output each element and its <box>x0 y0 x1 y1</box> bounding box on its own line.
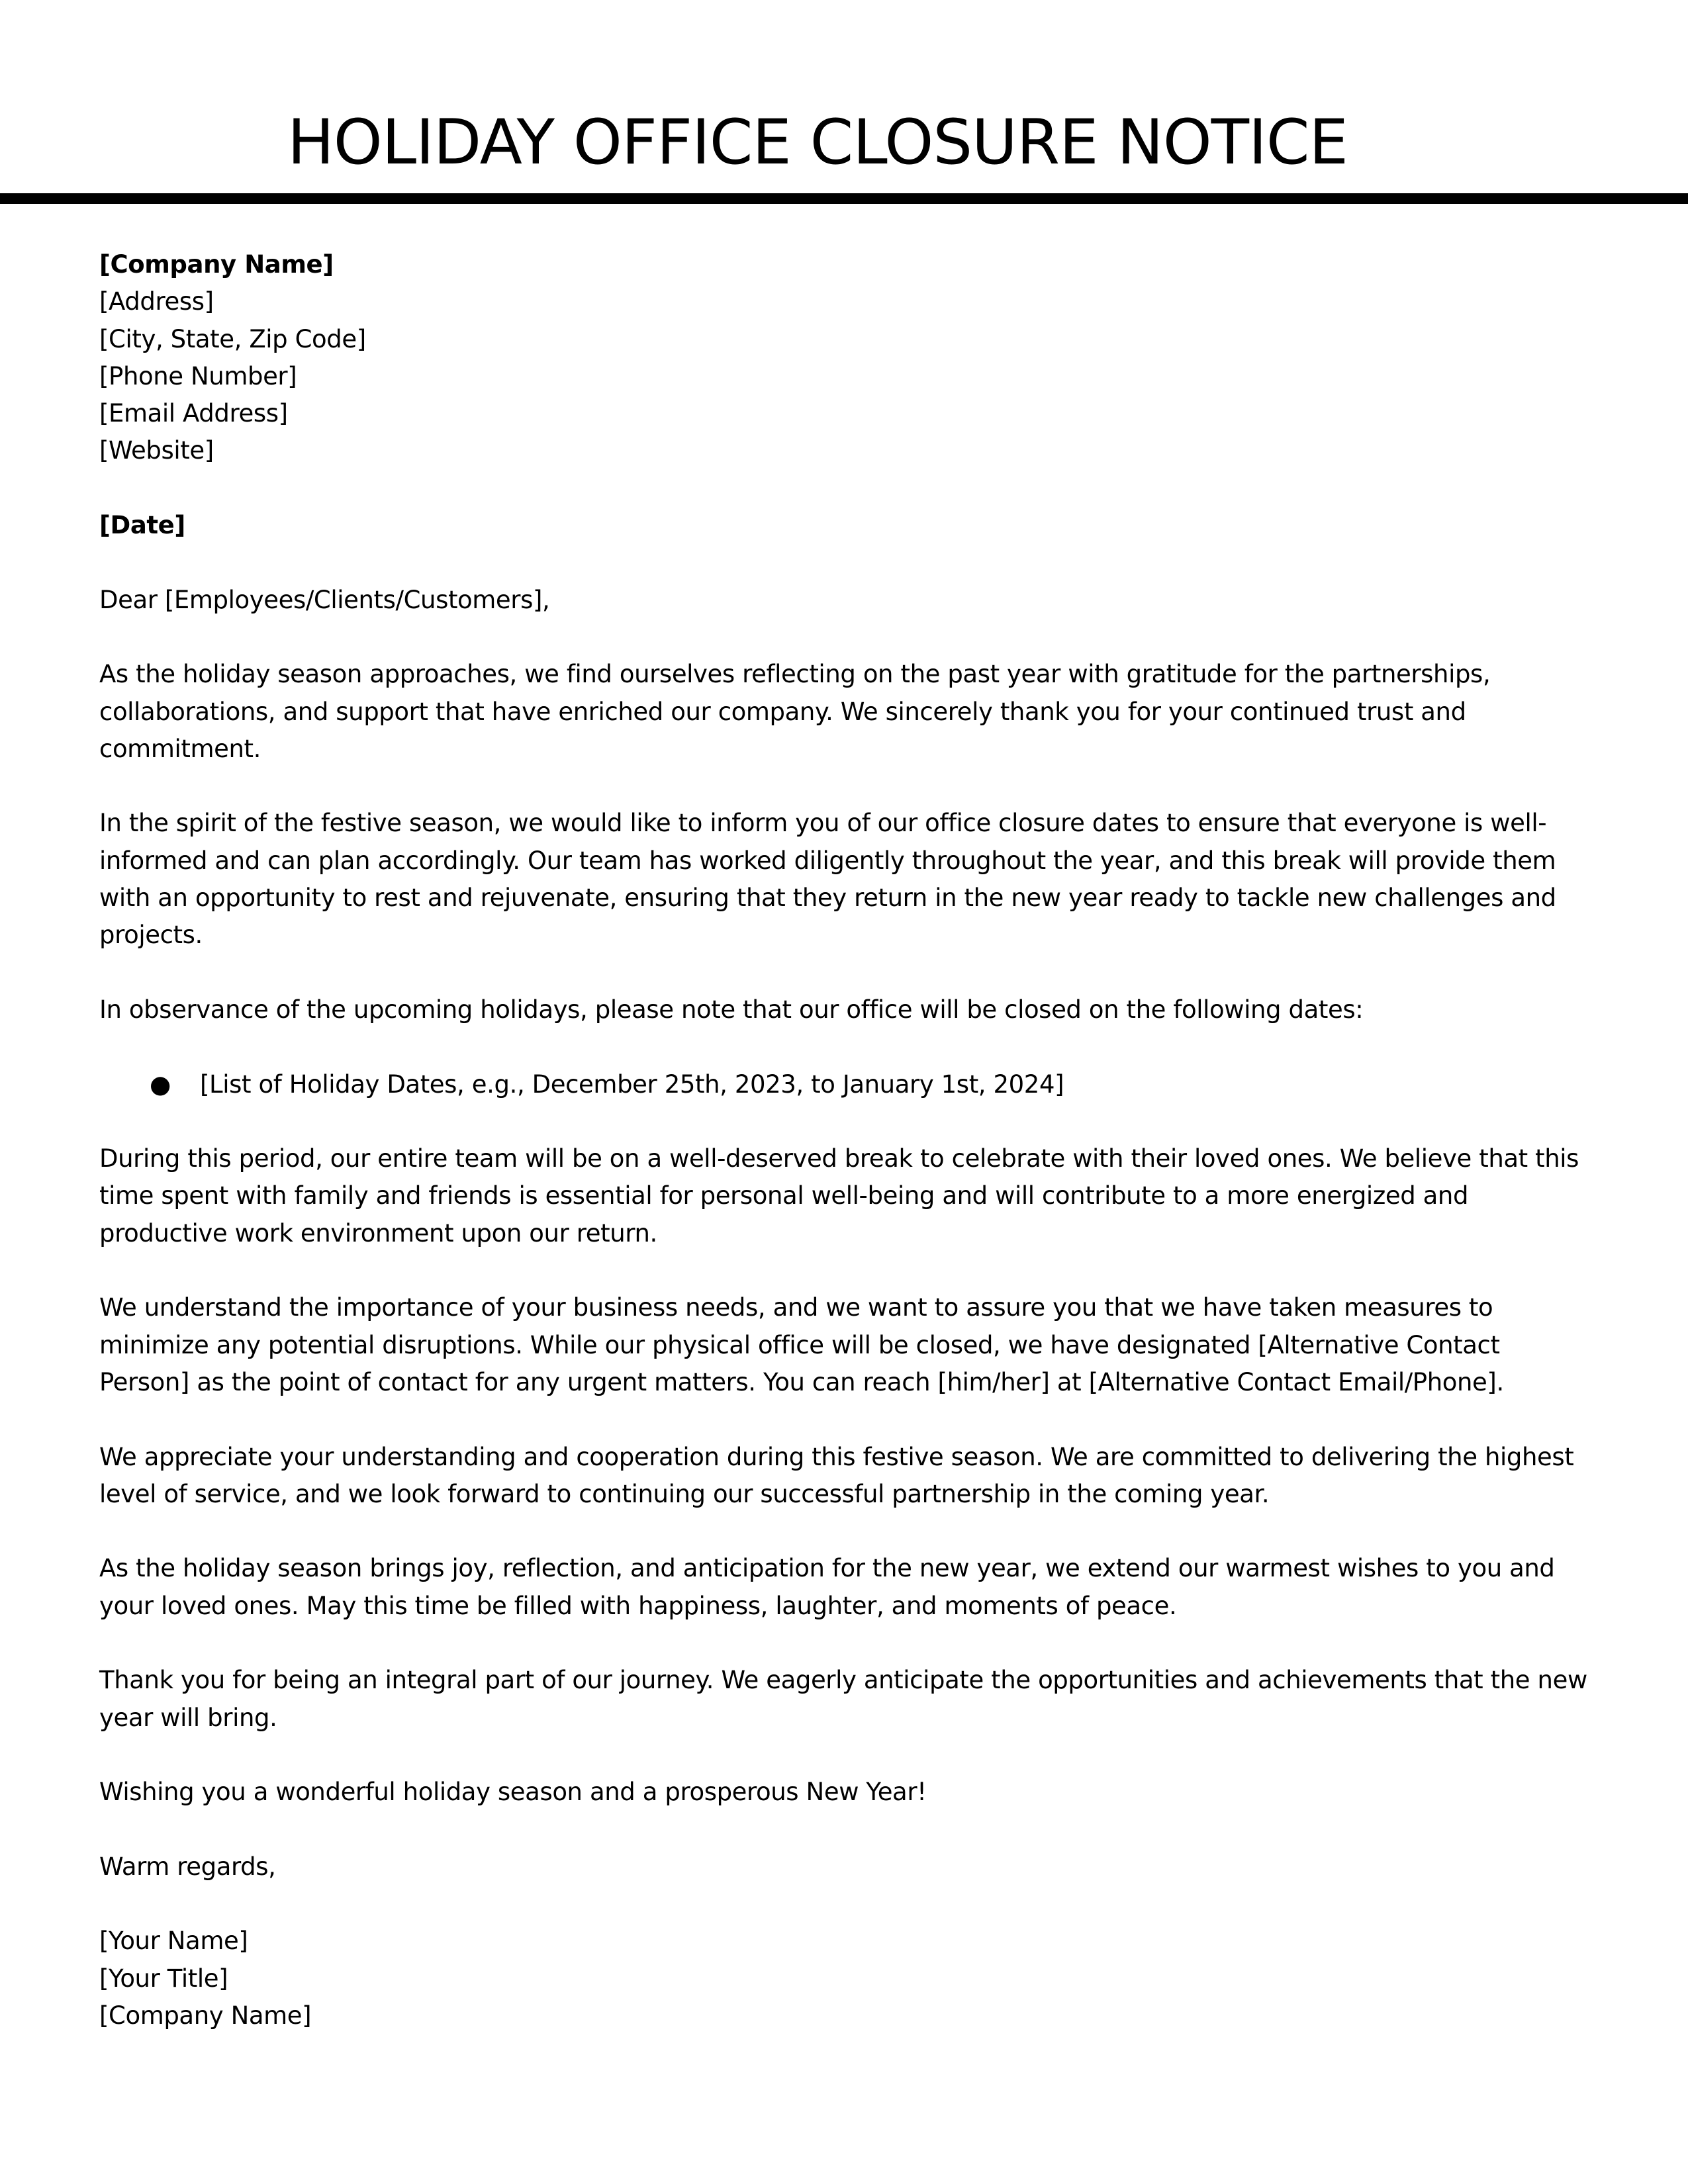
signature-name: [Your Name] <box>99 1927 248 1956</box>
paragraph-greeting: Wishing you a wonderful holiday season and a prosperous New Year! <box>99 1778 927 1807</box>
closure-dates-text: [List of Holiday Dates, e.g., December 25th, 2023, to January 1st, 2024] <box>200 1069 1064 1099</box>
letter-body <box>99 246 1595 2034</box>
sender-company: [Company Name] <box>99 250 334 279</box>
closing: Warm regards, <box>99 1852 276 1881</box>
sender-city: [City, State, Zip Code] <box>99 324 366 353</box>
sender-block <box>99 246 1595 470</box>
salutation: Dear [Employees/Clients/Customers], <box>99 585 550 614</box>
signature-block <box>99 1923 1595 2034</box>
paragraph-gratitude: As the holiday season approaches, we find ourselves reflecting on the past year with gratitude for the partnerships, collaborations, and support that have enriched our company. We sincerely thank you for your continued trust and commitment. <box>99 660 1491 763</box>
signature-title: [Your Title] <box>99 1964 228 1993</box>
bullet-icon: ● <box>150 1069 171 1099</box>
sender-phone: [Phone Number] <box>99 361 297 390</box>
sender-website: [Website] <box>99 436 214 465</box>
paragraph-wishes: As the holiday season brings joy, reflection, and anticipation for the new year, we extend our warmest wishes to you and your loved ones. May this time be filled with happiness, laughter, and moments of peace. <box>99 1554 1555 1620</box>
title-divider <box>0 193 1688 204</box>
letter-date: [Date] <box>99 511 185 540</box>
sender-address: [Address] <box>99 287 214 316</box>
page-title: HOLIDAY OFFICE CLOSURE NOTICE <box>287 107 1348 179</box>
sender-email: [Email Address] <box>99 399 288 428</box>
paragraph-appreciation: We appreciate your understanding and cooperation during this festive season. We are committed to delivering the highest level of service, and we look forward to continuing our successful partnership in the coming year. <box>99 1442 1574 1508</box>
signature-company: [Company Name] <box>99 2001 312 2030</box>
paragraph-closure-intro: In the spirit of the festive season, we would like to inform you of our office closure dates to ensure that everyone is well-informed and can plan accordingly. Our team has worked diligently throughout the year, and this break will provide them with an opportunity to rest and rejuvenate, ensuring that they return in the new year ready to tackle new challenges and projects. <box>99 809 1556 950</box>
paragraph-contact: We understand the importance of your business needs, and we want to assure you that we have taken measures to minimize any potential disruptions. While our physical office will be closed, we have designated [Alternative Contact Person] as the point of contact for any urgent matters. You can reach [him/her] at [Alternative Contact Email/Phone]. <box>99 1293 1504 1396</box>
paragraph-thanks: Thank you for being an integral part of our journey. We eagerly anticipate the opportunities and achievements that the new year will bring. <box>99 1666 1587 1732</box>
list-item <box>99 1066 1595 1103</box>
closure-dates-list <box>99 1066 1595 1103</box>
paragraph-break: During this period, our entire team will be on a well-deserved break to celebrate with their loved ones. We believe that this time spent with family and friends is essential for personal well-being and will contribute to a more energized and productive work environment upon our return. <box>99 1144 1579 1248</box>
paragraph-closure-dates-intro: In observance of the upcoming holidays, please note that our office will be closed on the following dates: <box>99 995 1364 1024</box>
